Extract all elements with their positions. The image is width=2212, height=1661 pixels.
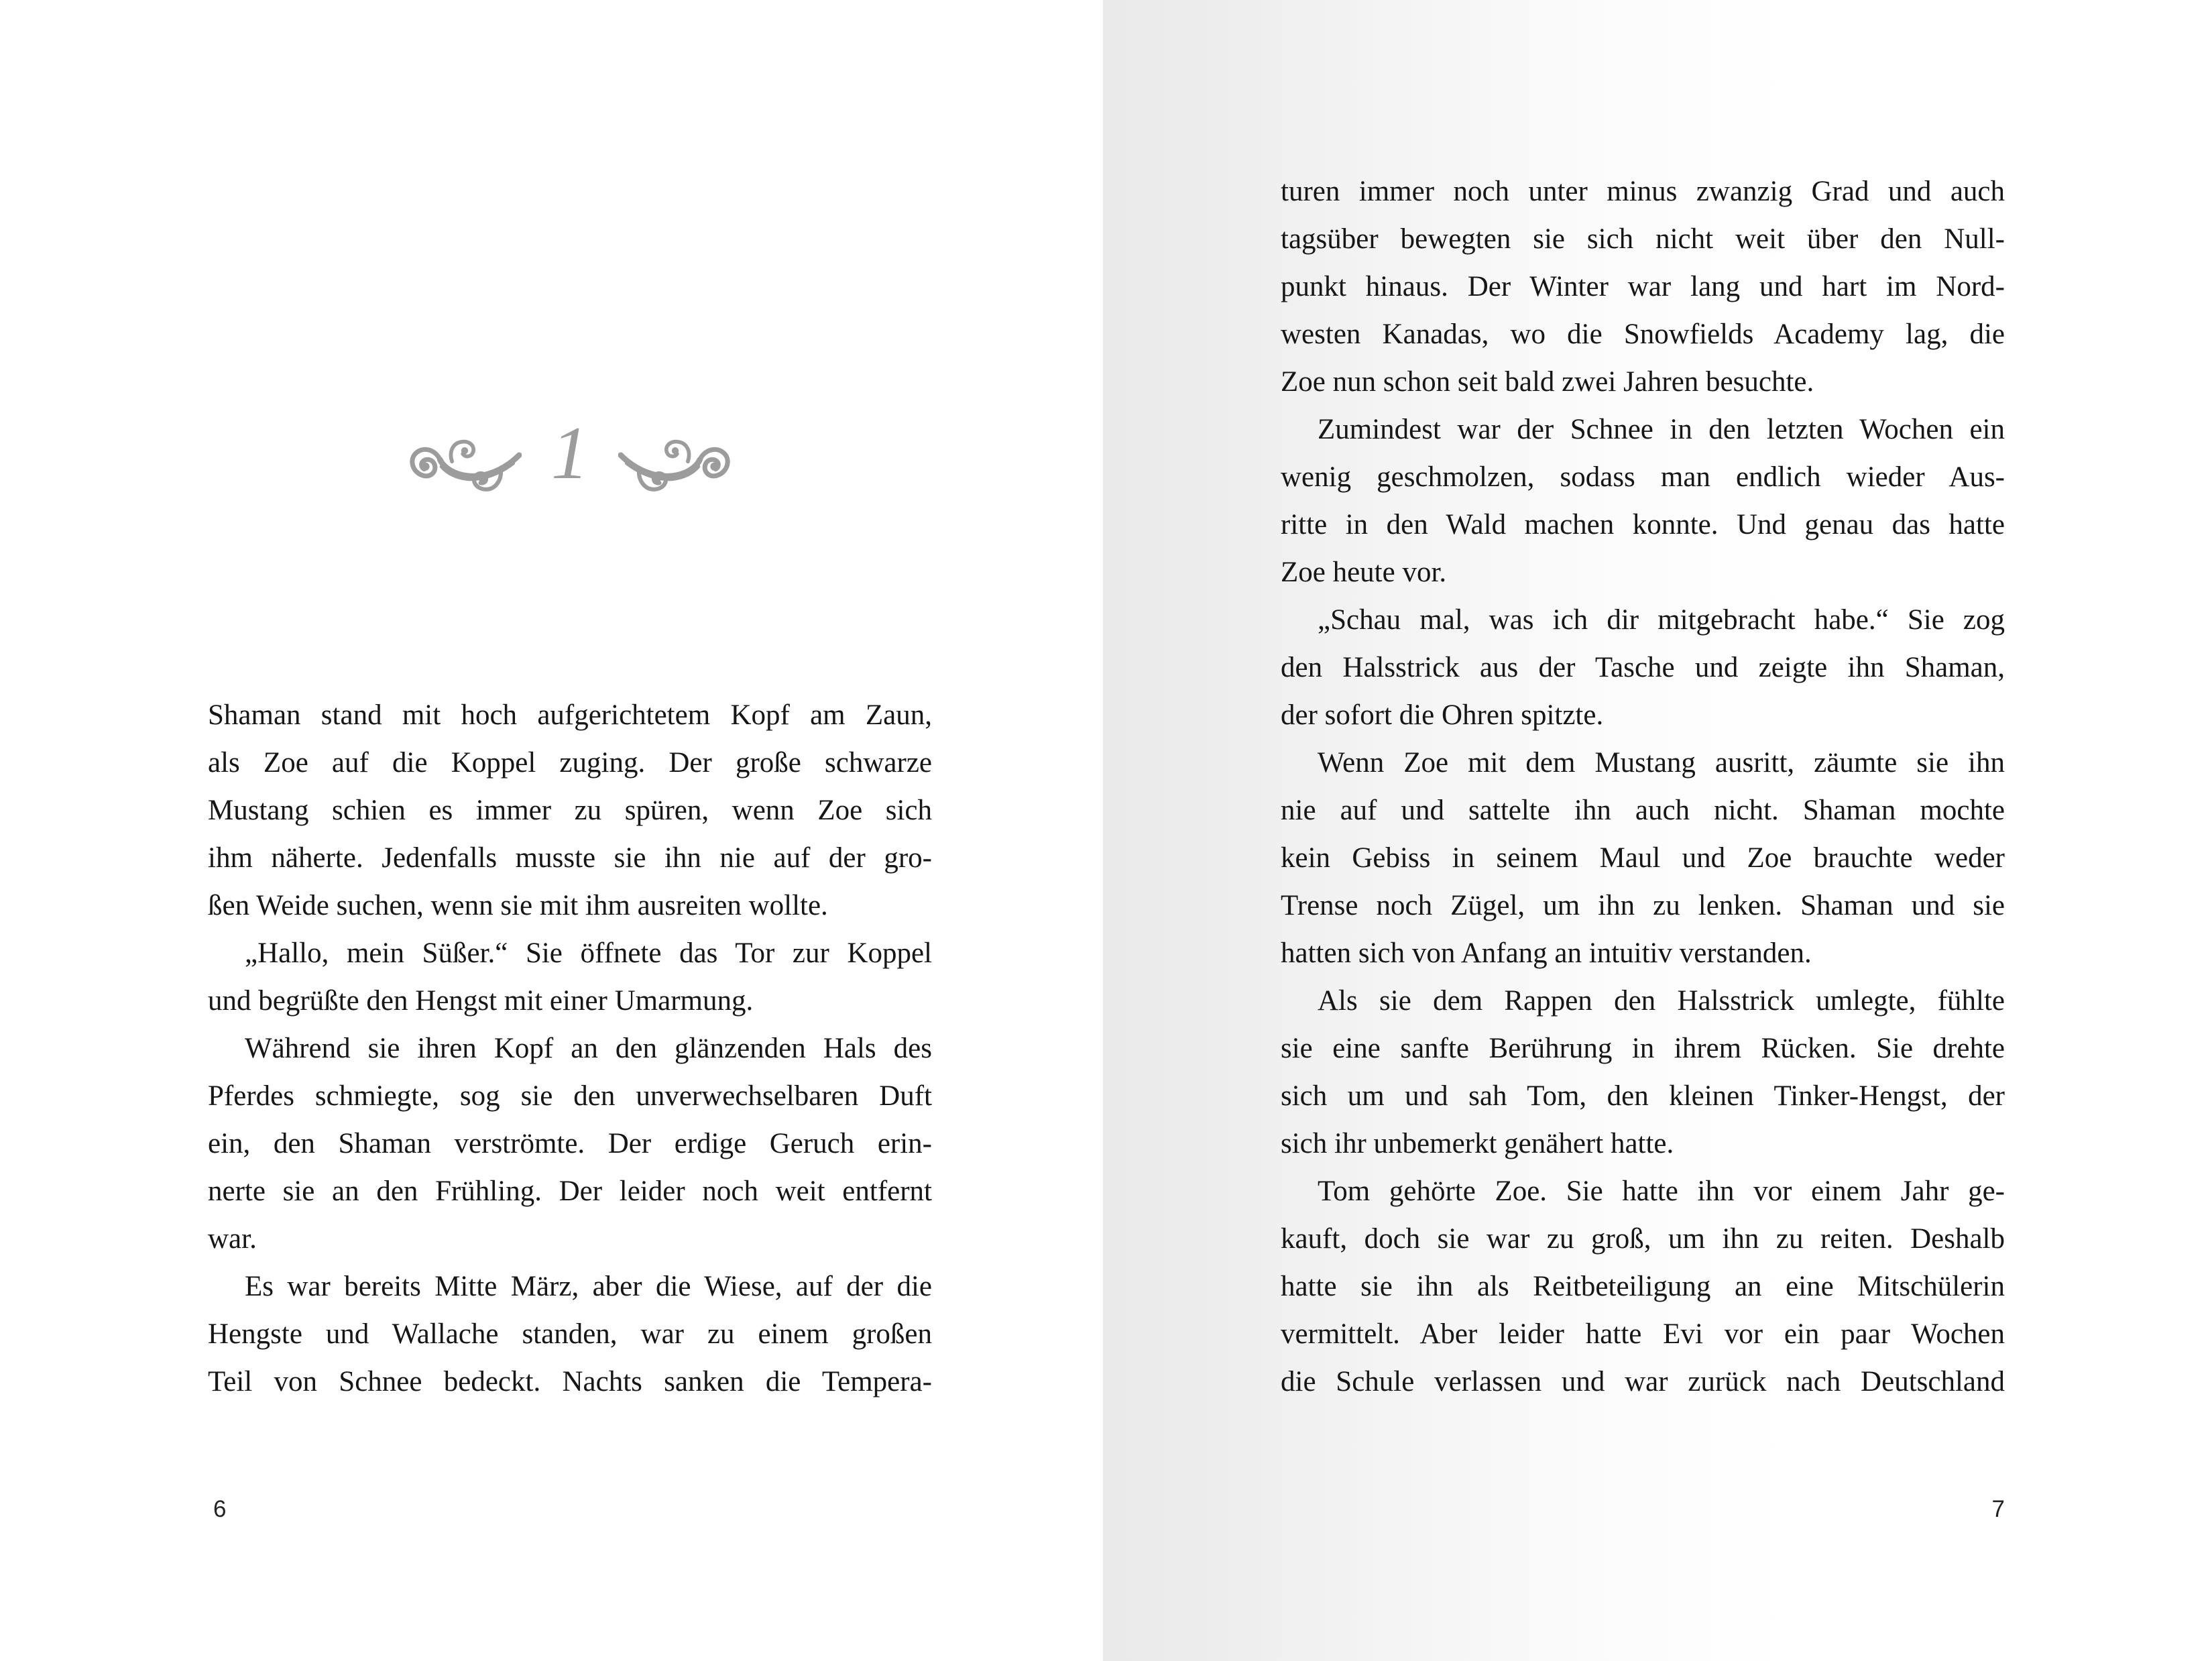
text-line: kauft, doch sie war zu groß, um ihn zu reiten. Deshalb bbox=[1281, 1223, 2005, 1255]
text-line: nerte sie an den Frühling. Der leider noch weit entfernt bbox=[208, 1176, 932, 1207]
text-line: war. bbox=[208, 1223, 257, 1255]
text-line: Trense noch Zügel, um ihn zu lenken. Shaman und sie bbox=[1281, 890, 2005, 921]
text-line: ihm näherte. Jedenfalls musste sie ihn nie auf der gro- bbox=[208, 842, 932, 874]
text-line: Wenn Zoe mit dem Mustang ausritt, zäumte sie ihn bbox=[1318, 747, 2005, 779]
text-line: tagsüber bewegten sie sich nicht weit über den Null- bbox=[1281, 223, 2005, 255]
text-line: wenig geschmolzen, sodass man endlich wieder Aus- bbox=[1281, 461, 2005, 493]
text-line: westen Kanadas, wo die Snowfields Academy lag, die bbox=[1281, 319, 2005, 350]
text-line: Pferdes schmiegte, sog sie den unverwechselbaren Duft bbox=[208, 1080, 932, 1112]
chapter-number: 1 bbox=[551, 411, 589, 495]
text-line: und begrüßte den Hengst mit einer Umarmung. bbox=[208, 985, 754, 1017]
text-line: ritte in den Wald machen konnte. Und genau das hatte bbox=[1281, 509, 2005, 540]
text-line: „Hallo, mein Süßer.“ Sie öffnete das Tor zur Koppel bbox=[245, 937, 932, 969]
text-line: ein, den Shaman verströmte. Der erdige Geruch erin- bbox=[208, 1128, 932, 1159]
text-line: Zoe heute vor. bbox=[1281, 557, 1447, 588]
text-line: nie auf und sattelte ihn auch nicht. Shaman mochte bbox=[1281, 795, 2005, 826]
text-line: Es war bereits Mitte März, aber die Wiese, auf der die bbox=[245, 1271, 932, 1302]
text-line: Shaman stand mit hoch aufgerichtetem Kopf am Zaun, bbox=[208, 699, 932, 731]
text-line: hatte sie ihn als Reitbeteiligung an eine Mitschülerin bbox=[1281, 1271, 2005, 1302]
text-line: Zumindest war der Schnee in den letzten Wochen ein bbox=[1318, 414, 2005, 445]
text-line: Tom gehörte Zoe. Sie hatte ihn vor einem Jahr ge- bbox=[1318, 1176, 2005, 1207]
text-line: als Zoe auf die Koppel zuging. Der große schwarze bbox=[208, 747, 932, 779]
text-line: vermittelt. Aber leider hatte Evi vor ein paar Wochen bbox=[1281, 1318, 2005, 1350]
text-line: hatten sich von Anfang an intuitiv verstanden. bbox=[1281, 937, 1812, 969]
page-number-right: 7 bbox=[1991, 1496, 2005, 1522]
text-line: punkt hinaus. Der Winter war lang und hart im Nord- bbox=[1281, 271, 2005, 302]
text-line: sich um und sah Tom, den kleinen Tinker-Hengst, der bbox=[1281, 1080, 2005, 1112]
text-line: Hengste und Wallache standen, war zu einem großen bbox=[208, 1318, 932, 1350]
text-line: die Schule verlassen und war zurück nach Deutschland bbox=[1281, 1366, 2005, 1397]
text-line: Teil von Schnee bedeckt. Nachts sanken die Tempera- bbox=[208, 1366, 932, 1397]
text-line: kein Gebiss in seinem Maul und Zoe brauchte weder bbox=[1281, 842, 2005, 874]
text-line: sich ihr unbemerkt genähert hatte. bbox=[1281, 1128, 1674, 1159]
text-line: turen immer noch unter minus zwanzig Grad und auch bbox=[1281, 176, 2005, 207]
text-line: der sofort die Ohren spitzte. bbox=[1281, 699, 1604, 731]
text-line: den Halsstrick aus der Tasche und zeigte ihn Shaman, bbox=[1281, 652, 2005, 683]
right-page-text bbox=[1281, 168, 2005, 1406]
text-line: „Schau mal, was ich dir mitgebracht habe.“ Sie zog bbox=[1318, 604, 2005, 636]
text-line: Zoe nun schon seit bald zwei Jahren besuchte. bbox=[1281, 366, 1814, 398]
text-line: Mustang schien es immer zu spüren, wenn Zoe sich bbox=[208, 795, 932, 826]
text-line: Als sie dem Rappen den Halsstrick umlegte, fühlte bbox=[1318, 985, 2005, 1017]
text-line: ßen Weide suchen, wenn sie mit ihm ausreiten wollte. bbox=[208, 890, 828, 921]
page-number-left: 6 bbox=[213, 1496, 227, 1522]
text-line: sie eine sanfte Berührung in ihrem Rücken. Sie drehte bbox=[1281, 1033, 2005, 1064]
text-line: Während sie ihren Kopf an den glänzenden Hals des bbox=[245, 1033, 932, 1064]
